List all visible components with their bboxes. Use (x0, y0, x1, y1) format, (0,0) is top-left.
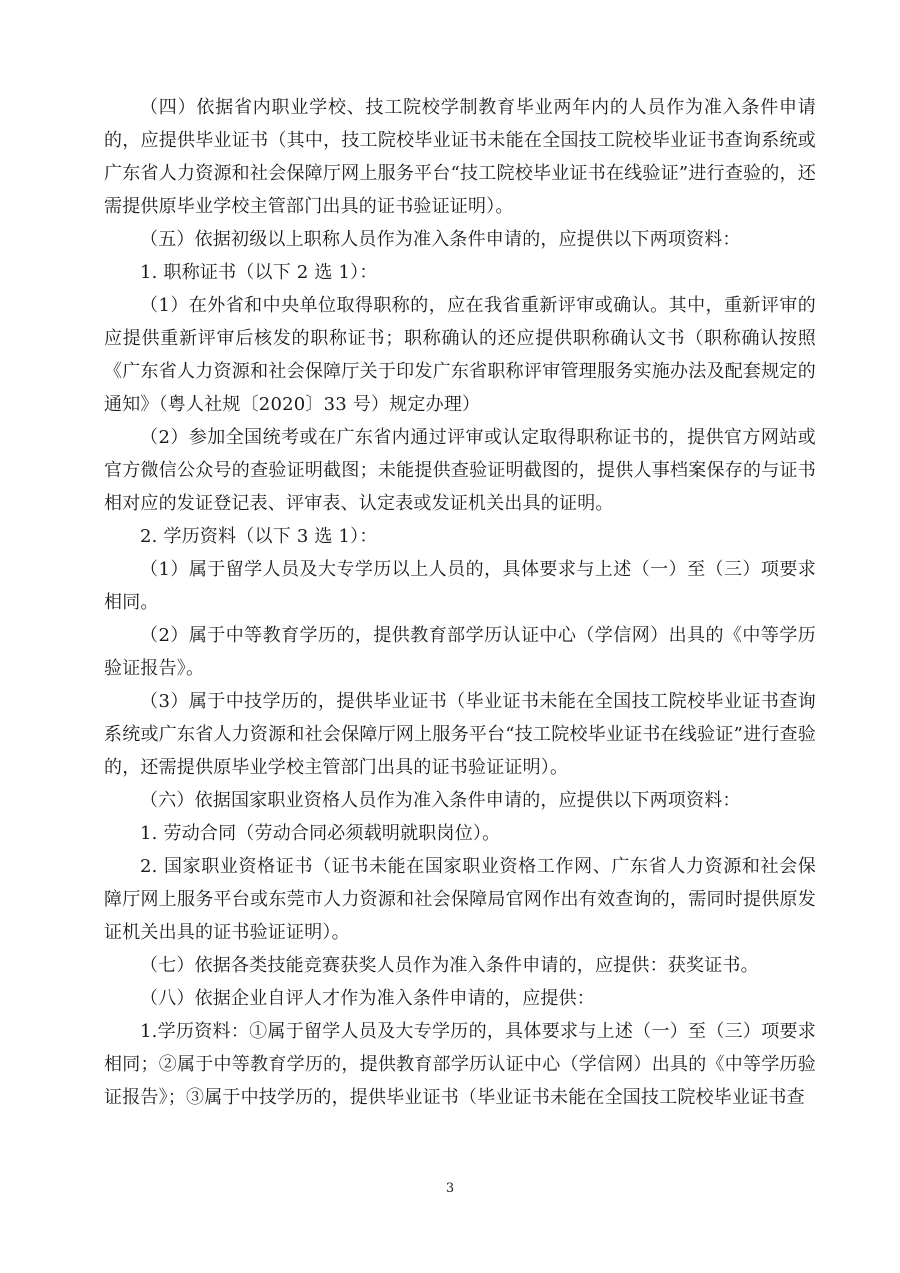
paragraph-7-competition-winners: （七）依据各类技能竞赛获奖人员作为准入条件申请的，应提供：获奖证书。 (140, 955, 759, 976)
paragraph-6-vocational-qualification: （六）依据国家职业资格人员作为准入条件申请的，应提供以下两项资料： (140, 790, 741, 811)
paragraph-5-title-holders: （五）依据初级以上职称人员作为准入条件申请的，应提供以下两项资料： (140, 229, 741, 250)
paragraph-5-2-1-overseas-college: （1）属于留学人员及大专学历以上人员的，具体要求与上述（一）至（三）项要求相同。 (104, 559, 816, 613)
paragraph-5-1-1-out-of-province: （1）在外省和中央单位取得职称的，应在我省重新评审或确认。其中，重新评审的应提供重新评审后核发的职称证书；职称确认的还应提供职称确认文书（职称确认按照《广东省人力资源和社会保障厅关于印发广东省职称评审管理服务实施办法及配套规定的通知》（粤人社规〔2020〕33 号）规定办理） (104, 295, 816, 415)
paragraph-5-2-2-secondary: （2）属于中等教育学历的，提供教育部学历认证中心（学信网）出具的《中等学历验证报告》。 (104, 625, 816, 679)
paragraph-8-1-education: 1.学历资料：①属于留学人员及大专学历的，具体要求与上述（一）至（三）项要求相同；②属于中等教育学历的，提供教育部学历认证中心（学信网）出具的《中等学历验证报告》；③属于中技学历的，提供毕业证书（毕业证书未能在全国技工院校毕业证书查 (104, 1021, 816, 1108)
paragraph-6-2-qualification-certificate: 2. 国家职业资格证书（证书未能在国家职业资格工作网、广东省人力资源和社会保障厅网上服务平台或东莞市人力资源和社会保障局官网作出有效查询的，需同时提供原发证机关出具的证书验证证明）。 (104, 856, 816, 943)
document-body (104, 91, 816, 1114)
page-number: 3 (445, 1181, 455, 1196)
paragraph-5-2-education: 2. 学历资料（以下 3 选 1）： (140, 526, 378, 547)
paragraph-4-graduates: （四）依据省内职业学校、技工院校学制教育毕业两年内的人员作为准入条件申请的，应提供毕业证书（其中，技工院校毕业证书未能在全国技工院校毕业证书查询系统或广东省人力资源和社会保障厅网上服务平台“技工院校毕业证书在线验证”进行查验的，还需提供原毕业学校主管部门出具的证书验证证明）。 (104, 97, 816, 217)
paragraph-5-1-title-certificate: 1. 职称证书（以下 2 选 1）： (140, 262, 378, 283)
paragraph-8-enterprise-evaluated: （八）依据企业自评人才作为准入条件申请的，应提供： (140, 988, 595, 1009)
paragraph-5-2-3-technical: （3）属于中技学历的，提供毕业证书（毕业证书未能在全国技工院校毕业证书查询系统或广东省人力资源和社会保障厅网上服务平台“技工院校毕业证书在线验证”进行查验的，还需提供原毕业学校主管部门出具的证书验证证明）。 (104, 691, 816, 778)
paragraph-6-1-labor-contract: 1. 劳动合同（劳动合同必须载明就职岗位）。 (140, 823, 501, 844)
paragraph-5-1-2-national-exam: （2）参加全国统考或在广东省内通过评审或认定取得职称证书的，提供官方网站或官方微信公众号的查验证明截图；未能提供查验证明截图的，提供人事档案保存的与证书相对应的发证登记表、评审表、认定表或发证机关出具的证明。 (104, 427, 816, 514)
